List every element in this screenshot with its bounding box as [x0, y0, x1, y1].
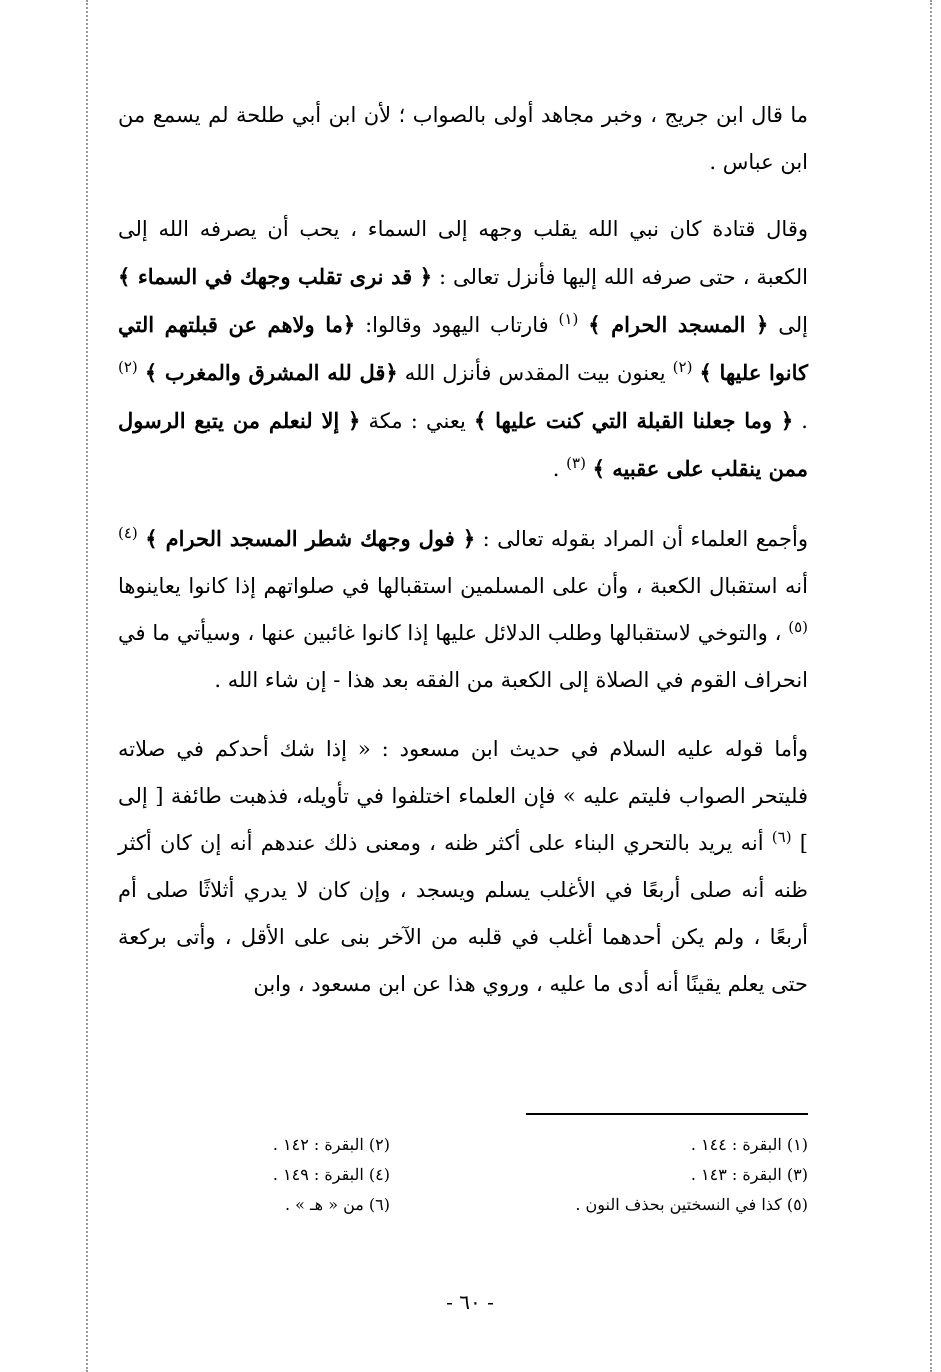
- quran-quote: ﴿ قد نرى تقلب وجهك في السماء ﴾: [118, 264, 433, 289]
- text-run: وقال قتادة كان نبي الله يقلب وجهه إلى السماء ، يحب أن يصرفه الله إلى الكعبة ، حتى صرفه الله إليها فأنزل تعالى :: [118, 217, 808, 289]
- footnote-separator: [526, 1113, 808, 1115]
- quran-quote: ﴿ إلا لنعلم من يتبع الرسول ممن ينقلب على عقبيه ﴾: [118, 408, 808, 481]
- footnote-item: (٦) من « هـ » .: [284, 1195, 390, 1214]
- text-run: يعني : مكة: [360, 409, 475, 433]
- footnote-ref[interactable]: (٦): [771, 828, 792, 846]
- body-text: [118, 92, 808, 1030]
- text-run: ، والتوخي لاستقبالها وطلب الدلائل عليها إذا كانوا غائبين عنها ، وسيأتي ما في انحراف القوم في الصلاة إلى الكعبة من الفقه بعد هذا - إن شاء الله .: [118, 621, 808, 692]
- footnote-ref[interactable]: (١): [558, 310, 579, 328]
- footnote-item: (٥) كذا في النسختين بحذف النون .: [575, 1195, 808, 1214]
- text-run: يعنون بيت المقدس فأنزل الله: [397, 361, 673, 385]
- footnote-row: [118, 1160, 808, 1190]
- text-run: فارتاب اليهود وقالوا:: [355, 313, 559, 337]
- footnote-item: (٤) البقرة : ١٤٩ .: [272, 1165, 390, 1184]
- text-run: .: [552, 457, 567, 481]
- footnote-ref[interactable]: (٢): [672, 358, 693, 376]
- text-run: [578, 313, 588, 337]
- paragraph: [118, 515, 808, 704]
- quran-quote: ﴿قل لله المشرق والمغرب ﴾: [144, 360, 398, 385]
- binding-dotted-line-left: [86, 0, 88, 1372]
- quran-quote: ﴿ وما جعلنا القبلة التي كنت عليها ﴾: [474, 408, 794, 433]
- paragraph: [118, 206, 808, 493]
- footnote-ref[interactable]: (٣): [566, 454, 586, 472]
- footnote-item: (٣) البقرة : ١٤٣ .: [690, 1165, 808, 1184]
- paragraph: [118, 726, 808, 1008]
- binding-dotted-line-right: [930, 0, 932, 1372]
- footnote-row: [118, 1190, 808, 1220]
- text-run: .: [793, 409, 808, 433]
- text-run: ما قال ابن جريج ، وخبر مجاهد أولى بالصواب ؛ لأن ابن أبي طلحة لم يسمع من ابن عباس .: [118, 103, 808, 174]
- paragraph: [118, 92, 808, 186]
- footnote-item: (٢) البقرة : ١٤٢ .: [272, 1135, 390, 1154]
- footnote-ref[interactable]: (٢): [118, 358, 138, 376]
- footnotes: [118, 1130, 808, 1220]
- footnote-row: [118, 1130, 808, 1160]
- text-run: [586, 457, 593, 481]
- footnote-ref[interactable]: (٤): [118, 524, 138, 542]
- page-number: - ٦٠ -: [446, 1290, 494, 1314]
- text-run: إلى: [768, 313, 808, 337]
- quran-quote: ﴿ المسجد الحرام ﴾: [588, 312, 769, 337]
- text-run: وأجمع العلماء أن المراد بقوله تعالى :: [475, 527, 808, 551]
- text-run: أنه استقبال الكعبة ، وأن على المسلمين استقبالها في صلواتهم إذا كانوا يعاينوها: [118, 574, 808, 598]
- text-run: وأما قوله عليه السلام في حديث ابن مسعود : « إذا شك أحدكم في صلاته فليتحر الصواب فليتم عليه » فإن العلماء اختلفوا في تأويله، فذهبت طائفة [ إلى ]: [118, 737, 809, 855]
- footnote-ref[interactable]: (٥): [788, 618, 808, 636]
- quran-quote: ﴿ فول وجهك شطر المسجد الحرام ﴾: [145, 526, 476, 551]
- text-run: [138, 361, 145, 385]
- footnote-item: (١) البقرة : ١٤٤ .: [690, 1135, 808, 1154]
- text-run: أنه يريد بالتحري البناء على أكثر ظنه ، ومعنى ذلك عندهم أنه إن كان أكثر ظنه أنه صلى أربعًا في الأغلب يسلم ويسجد ، وإن كان لا يدري أثلاثًا صلى أم أربعًا ، ولم يكن أحدهما أغلب في قلبه من الآخر بنى على الأقل ، وأتى بركعة حتى يعلم يقينًا أنه أدى ما عليه ، وروي هذا عن ابن مسعود ، وابن: [118, 831, 808, 996]
- quran-quote: ﴿ما ولاهم عن قبلتهم التي كانوا عليها ﴾: [118, 312, 808, 385]
